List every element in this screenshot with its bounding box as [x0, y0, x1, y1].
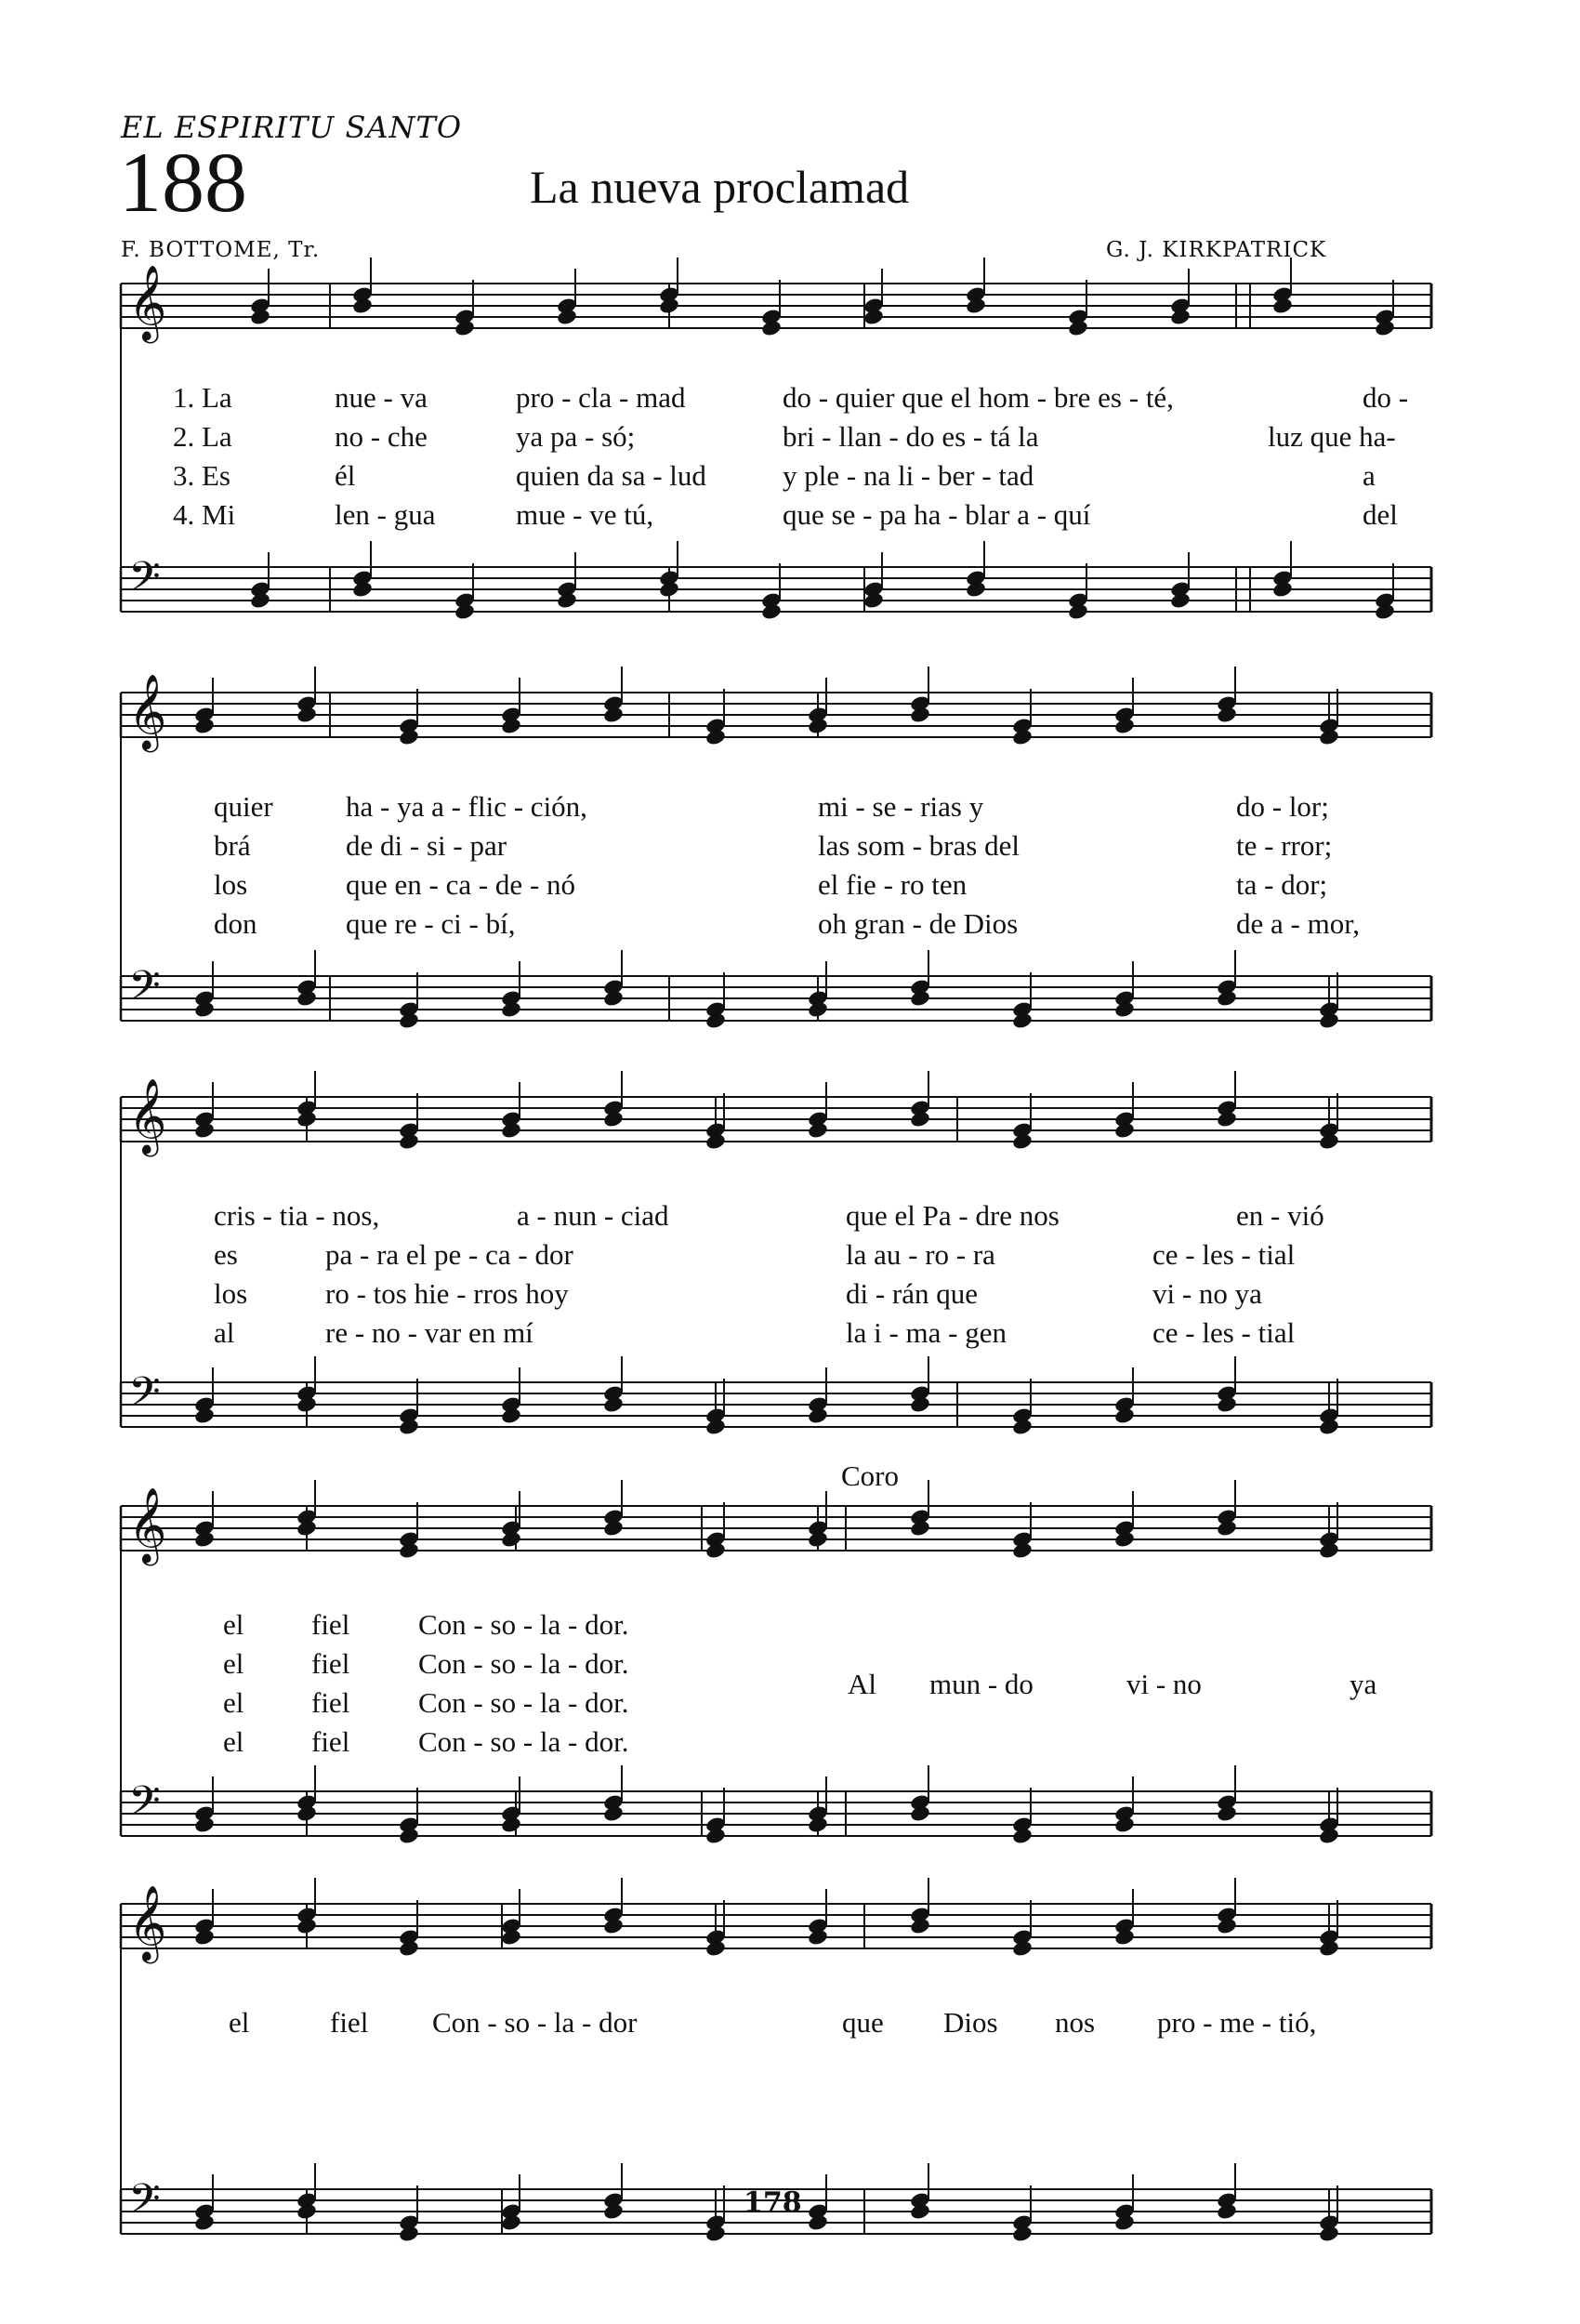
lyric-line: el	[223, 1647, 244, 1680]
lyric-line: do - lor;	[1236, 790, 1329, 823]
lyric-line: los	[214, 1277, 248, 1310]
lyric-line: mi - se - rias y	[818, 790, 984, 823]
lyric-line: la au - ro - ra	[846, 1238, 995, 1271]
bass-clef: 𝄢	[128, 552, 161, 611]
lyric-line: cris - tia - nos,	[214, 1199, 380, 1232]
page-number: 178	[744, 2186, 802, 2219]
lyric-line: ro - tos hie - rros hoy	[325, 1277, 569, 1310]
hymn-title: La nueva proclamad	[530, 161, 910, 213]
lyric-line: ta - dor;	[1236, 868, 1328, 901]
lyric-line: pro - me - tió,	[1157, 2006, 1317, 2039]
lyric-line: del	[1363, 498, 1398, 531]
lyric-line: do -	[1363, 381, 1409, 414]
lyric-line: Con - so - la - dor	[432, 2006, 638, 2039]
lyric-line: ce - les - tial	[1152, 1238, 1296, 1271]
chorus-label: Coro	[841, 1459, 899, 1492]
lyric-line: él	[335, 459, 356, 492]
lyric-line: el fie - ro ten	[818, 868, 968, 901]
bass-clef: 𝄢	[128, 2174, 161, 2233]
lyric-line: mue - ve tú,	[516, 498, 654, 531]
lyric-line: que re - ci - bí,	[346, 907, 516, 940]
lyric-line: de di - si - par	[346, 829, 507, 862]
lyric-line: Con - so - la - dor.	[418, 1647, 629, 1680]
lyric-line: el	[229, 2006, 250, 2039]
lyric-line: vi - no ya	[1152, 1277, 1262, 1310]
lyric-line: brá	[214, 829, 251, 862]
lyric-line: luz que ha-	[1268, 420, 1396, 453]
hymn-number: 188	[119, 135, 247, 230]
lyric-line: ya pa - só;	[516, 420, 636, 453]
lyric-line: ce - les - tial	[1152, 1316, 1296, 1349]
lyric-line: nos	[1055, 2006, 1096, 2039]
lyric-line: y ple - na li - ber - tad	[783, 459, 1034, 492]
lyric-line: fiel	[311, 1686, 350, 1719]
lyric-line: de a - mor,	[1236, 907, 1361, 940]
lyric-line: quien da sa - lud	[516, 459, 706, 492]
lyric-line: do - quier que el hom - bre es - té,	[783, 381, 1174, 414]
chorus-lyric: ya	[1350, 1668, 1377, 1700]
lyric-line: 2. La	[173, 420, 232, 453]
lyric-line: don	[214, 907, 257, 940]
lyric-line: pro - cla - mad	[516, 381, 686, 414]
lyric-line: re - no - var en mí	[325, 1316, 533, 1349]
composer-credit: G. J. KIRKPATRICK	[1106, 238, 1327, 262]
lyric-line: quier	[214, 790, 273, 823]
lyric-line: pa - ra el pe - ca - dor	[325, 1238, 573, 1271]
treble-clef: 𝄞	[128, 1077, 167, 1154]
lyric-line: oh gran - de Dios	[818, 907, 1019, 940]
lyric-line: Dios	[943, 2006, 998, 2039]
lyric-line: a - nun - ciad	[517, 1199, 669, 1232]
lyric-line: Con - so - la - dor.	[418, 1725, 629, 1758]
lyric-line: te - rror;	[1236, 829, 1333, 862]
lyric-line: es	[214, 1238, 238, 1271]
bass-clef: 𝄢	[128, 961, 161, 1020]
chorus-lyric: Al	[848, 1668, 876, 1700]
lyric-line: fiel	[311, 1725, 350, 1758]
translator-credit: F. BOTTOME, Tr.	[121, 238, 321, 262]
lyric-line: bri - llan - do es - tá la	[783, 420, 1039, 453]
lyric-line: 1. La	[173, 381, 232, 414]
treble-clef: 𝄞	[128, 1884, 167, 1961]
treble-clef: 𝄞	[128, 1486, 167, 1563]
lyric-line: len - gua	[335, 498, 436, 531]
lyric-line: nue - va	[335, 381, 428, 414]
lyric-line: 4. Mi	[173, 498, 236, 531]
lyric-line: no - che	[335, 420, 428, 453]
treble-clef: 𝄞	[128, 264, 167, 340]
bass-clef: 𝄢	[128, 1367, 161, 1426]
lyric-line: los	[214, 868, 248, 901]
lyric-line: 3. Es	[173, 459, 230, 492]
lyric-line: fiel	[311, 1608, 350, 1641]
lyric-line: que	[842, 2006, 884, 2039]
lyric-line: di - rán que	[846, 1277, 979, 1310]
lyric-line: a	[1363, 459, 1376, 492]
lyric-line: Con - so - la - dor.	[418, 1686, 629, 1719]
lyric-line: la i - ma - gen	[846, 1316, 1007, 1349]
lyric-line: al	[214, 1316, 235, 1349]
lyric-line: el	[223, 1725, 244, 1758]
lyric-line: que en - ca - de - nó	[346, 868, 576, 901]
lyric-line: las som - bras del	[818, 829, 1020, 862]
lyric-line: fiel	[311, 1647, 350, 1680]
lyric-line: Con - so - la - dor.	[418, 1608, 629, 1641]
lyric-line: el	[223, 1608, 244, 1641]
section-heading: EL ESPIRITU SANTO	[121, 110, 463, 145]
lyric-line: en - vió	[1236, 1199, 1324, 1232]
bass-clef: 𝄢	[128, 1776, 161, 1835]
treble-clef: 𝄞	[128, 673, 167, 749]
chorus-lyric: vi - no	[1126, 1668, 1202, 1700]
lyric-line: fiel	[330, 2006, 369, 2039]
lyric-line: el	[223, 1686, 244, 1719]
lyric-line: que se - pa ha - blar a - quí	[783, 498, 1091, 531]
chorus-lyric: mun - do	[929, 1668, 1034, 1700]
lyric-line: que el Pa - dre nos	[846, 1199, 1060, 1232]
lyric-line: ha - ya a - flic - ción,	[346, 790, 587, 823]
